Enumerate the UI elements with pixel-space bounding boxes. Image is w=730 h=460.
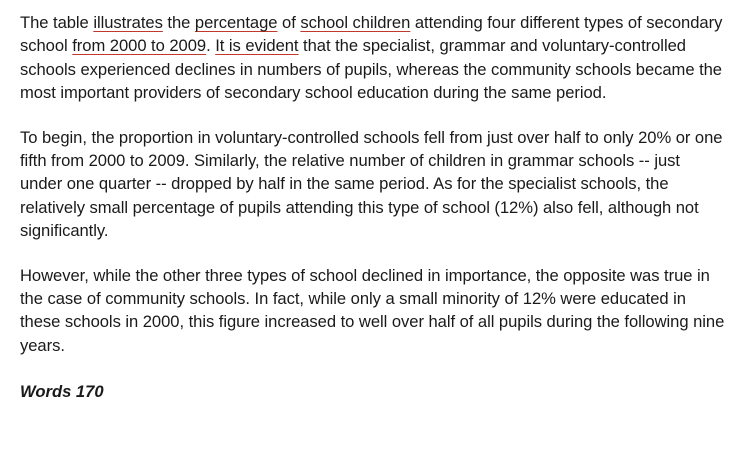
underlined-phrase-illustrates: illustrates (93, 13, 163, 32)
underlined-phrase-date-range: from 2000 to 2009 (72, 36, 207, 56)
paragraph-body-declines: To begin, the proportion in voluntary-controlled schools fell from just over half to only 20% or one fifth from 2000 to 2009. Similarly, the relative number of children in grammar schools -- just under one quarter -- dropped by half in the same period. As for the specialist schools, the relatively small percentage of pupils attending this type of school (12%) also fell, although not significantly. (20, 127, 723, 241)
intro-text-6: that the specialist, grammar and voluntary-controlled schools experienced declines in numbers of pupils, whereas the community schools became the most important providers of secondary school education during the same period. (20, 36, 722, 103)
paragraph-body-community: However, while the other three types of school declined in importance, the opposite was true in the case of community schools. In fact, while only a small minority of 12% were educated in these schools in 2000, this figure increased to well over half of all pupils during the following nine years. (20, 265, 725, 355)
intro-text-5: . (206, 36, 216, 56)
underlined-phrase-school-children: school children (300, 13, 411, 32)
essay-document (20, 11, 726, 403)
underlined-phrase-it-is-evident: It is evident (215, 36, 299, 56)
underlined-phrase-percentage: percentage (194, 13, 278, 32)
intro-text-3: of (277, 13, 301, 32)
word-count-label: Words 170 (20, 382, 104, 402)
intro-text-1: The table (20, 13, 94, 32)
intro-text-2: the (162, 13, 195, 32)
intro-text-4: attending four different types of secondary school (20, 13, 723, 56)
paragraph-introduction (20, 11, 726, 105)
